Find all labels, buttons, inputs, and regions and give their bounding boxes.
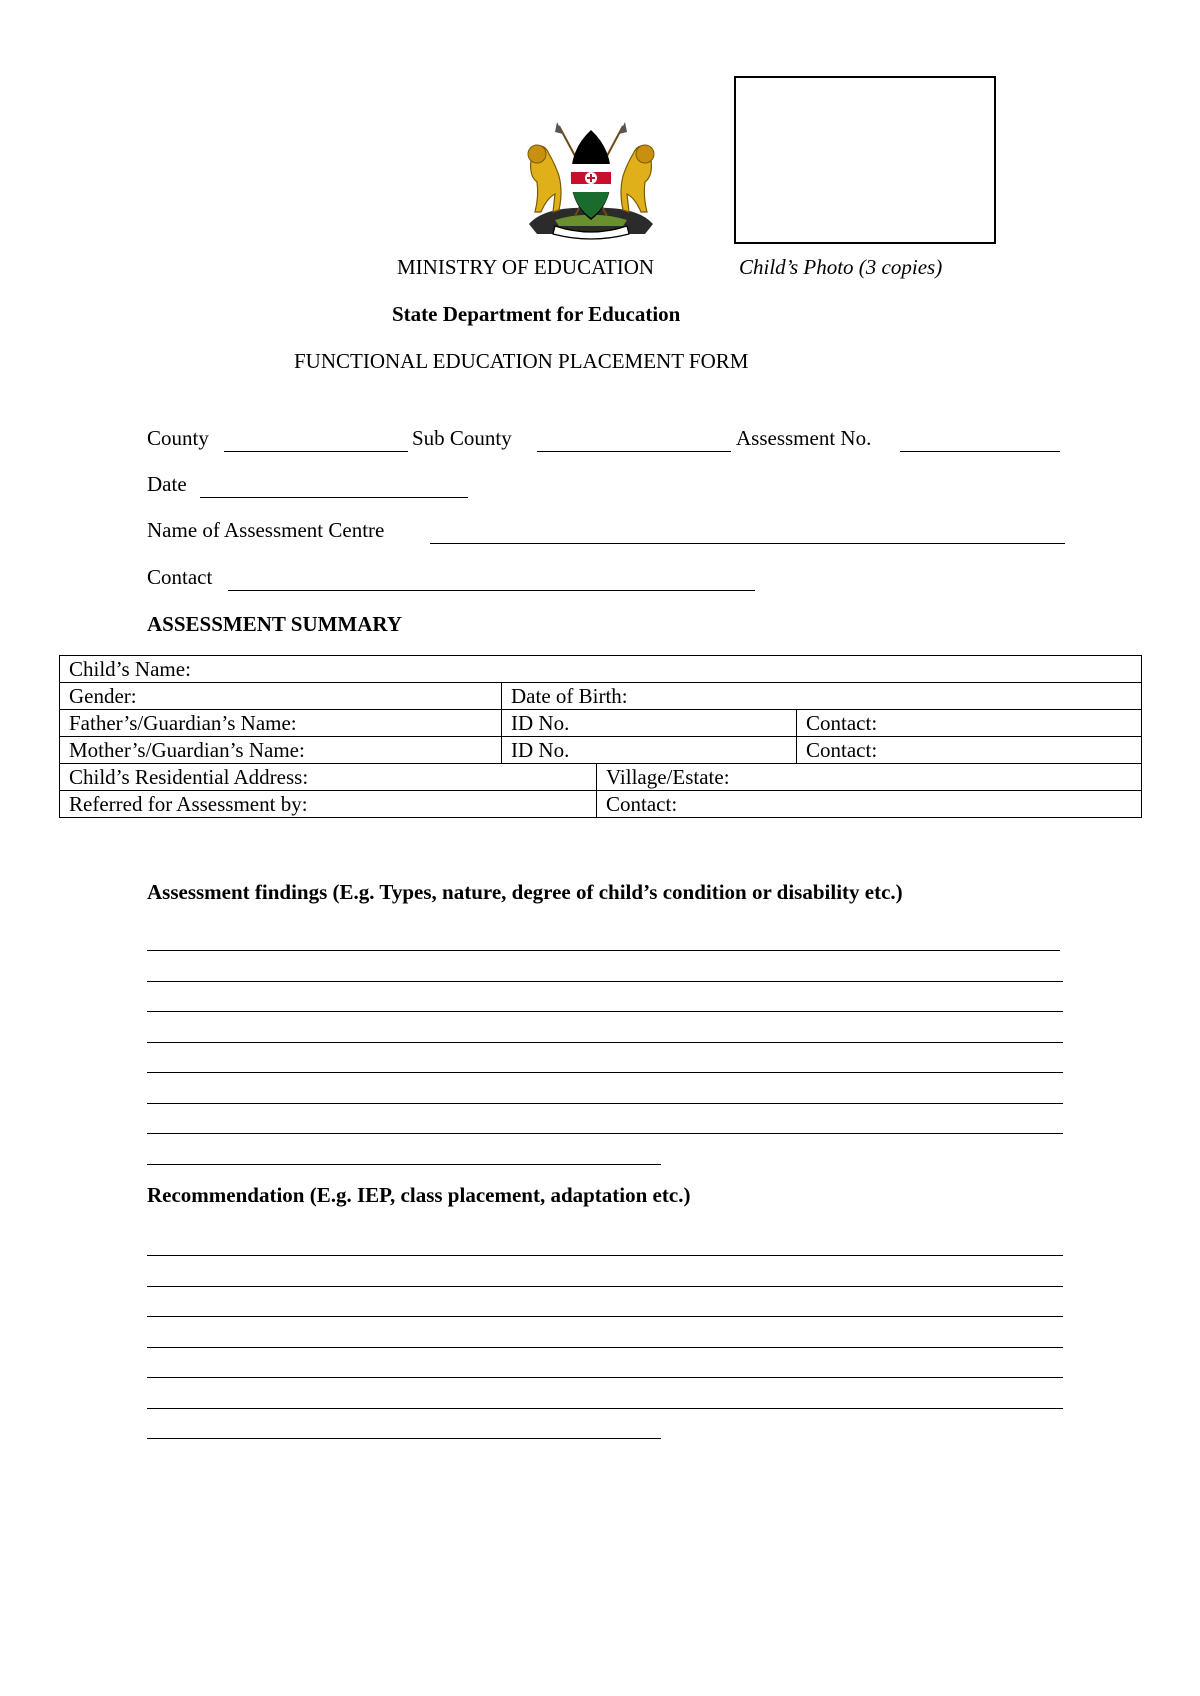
referred-by-cell[interactable]: Referred for Assessment by: bbox=[60, 791, 597, 818]
assessment-centre-label: Name of Assessment Centre bbox=[147, 518, 385, 542]
sub-county-label: Sub County bbox=[412, 426, 512, 450]
date-field[interactable] bbox=[200, 473, 468, 498]
table-row bbox=[60, 710, 1142, 737]
photo-box bbox=[734, 76, 996, 244]
table-row bbox=[60, 764, 1142, 791]
contact-label: Contact bbox=[147, 565, 213, 589]
assessment-centre-field[interactable] bbox=[430, 519, 1065, 544]
assessment-no-label: Assessment No. bbox=[736, 426, 872, 450]
residential-address-cell[interactable]: Child’s Residential Address: bbox=[60, 764, 597, 791]
findings-line[interactable] bbox=[147, 1012, 1063, 1043]
ministry-title: MINISTRY OF EDUCATION bbox=[397, 255, 655, 279]
village-estate-cell[interactable]: Village/Estate: bbox=[597, 764, 1142, 791]
table-row bbox=[60, 683, 1142, 710]
gender-cell[interactable]: Gender: bbox=[60, 683, 502, 710]
assessment-summary-table bbox=[59, 655, 1142, 818]
findings-line[interactable] bbox=[147, 1134, 661, 1165]
findings-heading: Assessment findings (E.g. Types, nature, degree of child’s condition or disability etc.) bbox=[147, 880, 903, 904]
recommendation-line[interactable] bbox=[147, 1286, 1063, 1317]
recommendation-line[interactable] bbox=[147, 1317, 1063, 1348]
table-row bbox=[60, 791, 1142, 818]
findings-line[interactable] bbox=[147, 951, 1063, 982]
department-title: State Department for Education bbox=[392, 302, 681, 326]
contact-field[interactable] bbox=[228, 566, 755, 591]
findings-line[interactable] bbox=[147, 1042, 1063, 1073]
assessment-no-field[interactable] bbox=[900, 427, 1060, 452]
form-title: FUNCTIONAL EDUCATION PLACEMENT FORM bbox=[294, 349, 749, 373]
father-guardian-name-cell[interactable]: Father’s/Guardian’s Name: bbox=[60, 710, 502, 737]
mother-id-cell[interactable]: ID No. bbox=[502, 737, 797, 764]
photo-caption: Child’s Photo (3 copies) bbox=[739, 255, 943, 279]
recommendation-line[interactable] bbox=[147, 1225, 1063, 1256]
father-contact-cell[interactable]: Contact: bbox=[797, 710, 1142, 737]
findings-line[interactable] bbox=[147, 1073, 1063, 1104]
findings-line[interactable] bbox=[147, 920, 1060, 951]
recommendation-line[interactable] bbox=[147, 1408, 661, 1439]
recommendation-line[interactable] bbox=[147, 1347, 1063, 1378]
date-of-birth-cell[interactable]: Date of Birth: bbox=[502, 683, 1142, 710]
sub-county-field[interactable] bbox=[537, 427, 731, 452]
coat-of-arms-logo bbox=[515, 120, 667, 244]
mother-guardian-name-cell[interactable]: Mother’s/Guardian’s Name: bbox=[60, 737, 502, 764]
referrer-contact-cell[interactable]: Contact: bbox=[597, 791, 1142, 818]
assessment-summary-heading: ASSESSMENT SUMMARY bbox=[147, 612, 403, 636]
county-field[interactable] bbox=[224, 427, 408, 452]
recommendation-line[interactable] bbox=[147, 1256, 1063, 1287]
recommendation-heading: Recommendation (E.g. IEP, class placement, adaptation etc.) bbox=[147, 1183, 691, 1207]
father-id-cell[interactable]: ID No. bbox=[502, 710, 797, 737]
findings-line[interactable] bbox=[147, 981, 1063, 1012]
date-label: Date bbox=[147, 472, 187, 496]
table-row bbox=[60, 737, 1142, 764]
table-row bbox=[60, 656, 1142, 683]
childs-name-cell[interactable]: Child’s Name: bbox=[60, 656, 1142, 683]
county-label: County bbox=[147, 426, 209, 450]
mother-contact-cell[interactable]: Contact: bbox=[797, 737, 1142, 764]
recommendation-line[interactable] bbox=[147, 1378, 1063, 1409]
findings-line[interactable] bbox=[147, 1103, 1063, 1134]
